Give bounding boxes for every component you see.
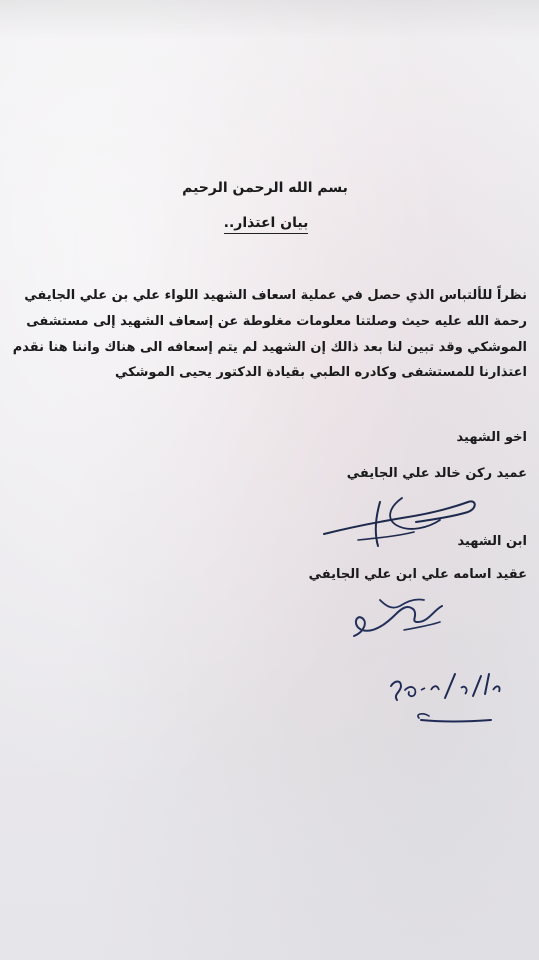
paper-shadow xyxy=(0,0,539,40)
document-title xyxy=(0,215,532,231)
body-line-4: اعتذارنا للمستشفى وكادره الطبي بقيادة الدكتور يحيى الموشكي xyxy=(114,365,527,380)
signatory-2-relation: ابن الشهيد xyxy=(457,534,527,549)
body-line-2: رحمة الله عليه حيث وصلتنا معلومات مغلوطة عن إسعاف الشهيد إلى مستشفى xyxy=(26,314,527,329)
signature-2 xyxy=(344,592,454,648)
handwritten-date xyxy=(385,660,505,730)
body-line-1: نظراً للألتباس الذي حصل في عملية اسعاف الشهيد اللواء علي بن علي الجايفي xyxy=(24,288,527,303)
signatory-1-relation: اخو الشهيد xyxy=(456,430,527,445)
basmala-heading: بسم الله الرحمن الرحيم xyxy=(182,180,348,196)
signatory-1-name: عميد ركن خالد علي الجايفي xyxy=(346,466,527,481)
document-title-text: بيان اعتذار.. xyxy=(224,215,309,234)
signatory-2-name: عقيد اسامه علي ابن علي الجايفي xyxy=(308,567,527,582)
body-line-3: الموشكي وقد تبين لنا بعد ذالك إن الشهيد لم يتم إسعافه الى هناك واننا هنا نقدم xyxy=(12,340,527,355)
